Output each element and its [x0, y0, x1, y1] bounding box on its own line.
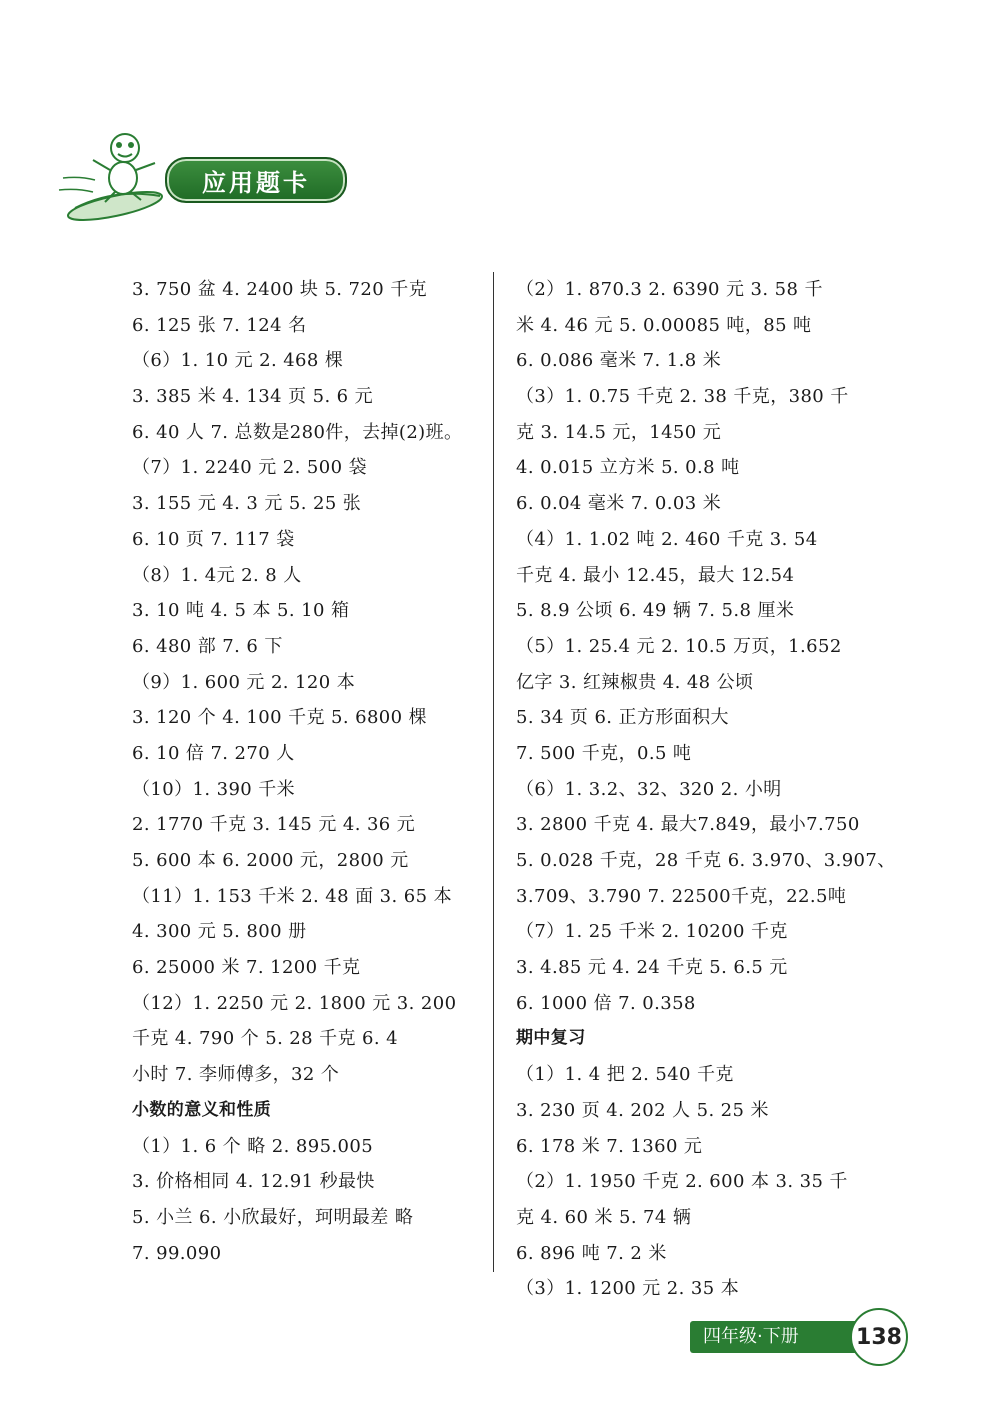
answer-line: （10）1. 390 千米	[132, 778, 296, 800]
answer-line: 6. 178 米 7. 1360 元	[516, 1135, 703, 1157]
answer-line: 7. 500 千克，0.5 吨	[516, 742, 692, 764]
answer-line: （4）1. 1.02 吨 2. 460 千克 3. 54	[516, 528, 818, 550]
answer-line: 6. 40 人 7. 总数是280件，去掉(2)班。	[132, 421, 463, 443]
section-heading: 小数的意义和性质	[132, 1099, 272, 1120]
answer-line: 7. 99.090	[132, 1242, 222, 1264]
answer-line: 4. 300 元 5. 800 册	[132, 921, 307, 943]
answer-line: 6. 125 张 7. 124 名	[132, 314, 307, 336]
answer-line: （2）1. 870.3 2. 6390 元 3. 58 千	[516, 279, 823, 300]
answer-line: 6. 480 部 7. 6 下	[132, 635, 283, 657]
answer-line: 3. 155 元 4. 3 元 5. 25 张	[132, 493, 362, 515]
answer-line: 3.709、3.790 7. 22500千克，22.5吨	[516, 885, 847, 907]
answer-line: 6. 10 页 7. 117 袋	[132, 528, 295, 550]
answer-line: （5）1. 25.4 元 2. 10.5 万页，1.652	[516, 635, 842, 657]
answer-line: 3. 385 米 4. 134 页 5. 6 元	[132, 386, 374, 408]
answer-line: 6. 25000 米 7. 1200 千克	[132, 957, 361, 979]
section-heading: 期中复习	[516, 1028, 586, 1049]
answer-line: （1）1. 6 个 略 2. 895.005	[132, 1135, 374, 1157]
answer-line: 3. 230 页 4. 202 人 5. 25 米	[516, 1099, 769, 1121]
answer-line: （8）1. 4元 2. 8 人	[132, 564, 302, 586]
answer-line: 克 4. 60 米 5. 74 辆	[516, 1206, 692, 1228]
answer-line: 6. 0.04 毫米 7. 0.03 米	[516, 493, 722, 515]
answer-line: 米 4. 46 元 5. 0.00085 吨，85 吨	[516, 314, 812, 336]
answer-line: （9）1. 600 元 2. 120 本	[132, 671, 356, 693]
frog-surfboard-icon	[55, 118, 165, 228]
answer-line: 5. 8.9 公顷 6. 49 辆 7. 5.8 厘米	[516, 600, 795, 622]
answer-line: 5. 34 页 6. 正方形面积大	[516, 707, 729, 729]
answer-line: 亿字 3. 红辣椒贵 4. 48 公顷	[516, 671, 754, 693]
answer-line: 5. 0.028 千克，28 千克 6. 3.970、3.907、	[516, 850, 896, 871]
column-divider	[493, 272, 494, 1272]
answer-line: （6）1. 3.2、32、320 2. 小明	[516, 778, 782, 800]
answer-line: （2）1. 1950 千克 2. 600 本 3. 35 千	[516, 1171, 848, 1193]
answer-line: 6. 896 吨 7. 2 米	[516, 1242, 667, 1264]
answer-line: 2. 1770 千克 3. 145 元 4. 36 元	[132, 814, 416, 836]
answer-line: （7）1. 25 千米 2. 10200 千克	[516, 921, 788, 943]
answer-line: 千克 4. 790 个 5. 28 千克 6. 4	[132, 1028, 399, 1050]
answer-line: 3. 750 盆 4. 2400 块 5. 720 千克	[132, 279, 428, 300]
answer-line: 克 3. 14.5 元，1450 元	[516, 421, 722, 443]
section-title: 应用题卡	[202, 168, 310, 197]
answer-line: （6）1. 10 元 2. 468 棵	[132, 350, 344, 372]
answer-line: 3. 2800 千克 4. 最大7.849，最小7.750	[516, 814, 860, 836]
answer-line: 4. 0.015 立方米 5. 0.8 吨	[516, 457, 740, 479]
answer-line: 3. 120 个 4. 100 千克 5. 6800 棵	[132, 707, 428, 729]
answer-line: 千克 4. 最小 12.45，最大 12.54	[516, 564, 795, 586]
answer-line: （11）1. 153 千米 2. 48 面 3. 65 本	[132, 885, 452, 907]
answer-line: 6. 10 倍 7. 270 人	[132, 742, 295, 764]
right-answer-column	[516, 272, 896, 1307]
answer-line: 3. 4.85 元 4. 24 千克 5. 6.5 元	[516, 957, 788, 979]
footer-grade-label: 四年级·下册	[703, 1326, 799, 1347]
answer-line: 6. 0.086 毫米 7. 1.8 米	[516, 350, 722, 372]
answer-line: 3. 10 吨 4. 5 本 5. 10 箱	[132, 600, 350, 622]
left-answer-column	[132, 272, 477, 1271]
answer-line: （3）1. 1200 元 2. 35 本	[516, 1278, 740, 1300]
answer-line: （1）1. 4 把 2. 540 千克	[516, 1064, 734, 1086]
answer-line: 5. 小兰 6. 小欣最好，珂明最差 略	[132, 1206, 414, 1228]
answer-line: 小时 7. 李师傅多，32 个	[132, 1064, 340, 1086]
page-number: 138	[850, 1308, 908, 1366]
answer-line: 5. 600 本 6. 2000 元，2800 元	[132, 850, 409, 871]
answer-line: 6. 1000 倍 7. 0.358	[516, 992, 696, 1014]
answer-line: 3. 价格相同 4. 12.91 秒最快	[132, 1171, 375, 1193]
answer-line: （3）1. 0.75 千克 2. 38 千克，380 千	[516, 386, 849, 408]
answer-line: （12）1. 2250 元 2. 1800 元 3. 200	[132, 992, 457, 1014]
answer-line: （7）1. 2240 元 2. 500 袋	[132, 457, 367, 479]
section-title-badge	[165, 157, 347, 203]
